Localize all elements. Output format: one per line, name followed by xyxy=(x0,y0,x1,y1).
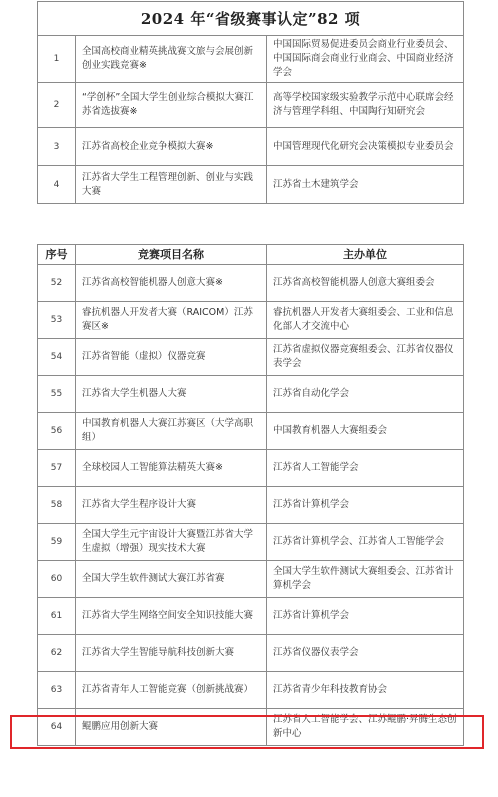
organizer: 全国大学生软件测试大赛组委会、江苏省计算机学会 xyxy=(267,561,464,598)
table-row xyxy=(38,83,464,128)
row-number: 59 xyxy=(38,524,76,561)
competition-name: 江苏省大学生机器人大赛 xyxy=(76,376,267,413)
competition-name: 江苏省大学生程序设计大赛 xyxy=(76,487,267,524)
table-row xyxy=(38,166,464,204)
table-row xyxy=(38,36,464,83)
competition-name: 全球校园人工智能算法精英大赛※ xyxy=(76,450,267,487)
row-number: 53 xyxy=(38,302,76,339)
table-row xyxy=(38,450,464,487)
competition-name: 全国大学生元宇宙设计大赛暨江苏省大学生虚拟（增强）现实技术大赛 xyxy=(76,524,267,561)
table-row xyxy=(38,128,464,166)
table-title: 2024 年“省级赛事认定”82 项 xyxy=(38,2,464,36)
header-competition-name: 竞赛项目名称 xyxy=(76,245,267,265)
row-number: 52 xyxy=(38,265,76,302)
header-number: 序号 xyxy=(38,245,76,265)
table-row xyxy=(38,598,464,635)
header-organizer: 主办单位 xyxy=(267,245,464,265)
organizer: 江苏省青少年科技教育协会 xyxy=(267,672,464,709)
table-row xyxy=(38,635,464,672)
row-number: 61 xyxy=(38,598,76,635)
competition-name: 江苏省智能（虚拟）仪器竞赛 xyxy=(76,339,267,376)
competition-name: 全国大学生软件测试大赛江苏省赛 xyxy=(76,561,267,598)
organizer: 中国教育机器人大赛组委会 xyxy=(267,413,464,450)
competition-name: 江苏省青年人工智能竞赛（创新挑战赛） xyxy=(76,672,267,709)
table-row xyxy=(38,709,464,746)
row-number: 55 xyxy=(38,376,76,413)
organizer: 江苏省人工智能学会、江苏鲲鹏·昇腾生态创新中心 xyxy=(267,709,464,746)
table-row xyxy=(38,376,464,413)
row-number: 56 xyxy=(38,413,76,450)
table-row xyxy=(38,265,464,302)
award-table-bottom xyxy=(37,244,464,746)
row-number: 54 xyxy=(38,339,76,376)
table-row xyxy=(38,413,464,450)
row-number: 3 xyxy=(38,128,76,166)
competition-name: 江苏省大学生智能导航科技创新大赛 xyxy=(76,635,267,672)
competition-name: 江苏省高校智能机器人创意大赛※ xyxy=(76,265,267,302)
table-row xyxy=(38,302,464,339)
table-row-highlighted xyxy=(38,672,464,709)
organizer: 中国国际贸易促进委员会商业行业委员会、中国国际商会商业行业商会、中国商业经济学会 xyxy=(267,36,464,83)
table-row xyxy=(38,487,464,524)
organizer: 江苏省人工智能学会 xyxy=(267,450,464,487)
competition-name: 睿抗机器人开发者大赛（RAICOM）江苏赛区※ xyxy=(76,302,267,339)
organizer: 江苏省计算机学会、江苏省人工智能学会 xyxy=(267,524,464,561)
organizer: 江苏省自动化学会 xyxy=(267,376,464,413)
row-number: 63 xyxy=(38,672,76,709)
table-header-row xyxy=(38,245,464,265)
organizer: 江苏省计算机学会 xyxy=(267,487,464,524)
organizer: 江苏省计算机学会 xyxy=(267,598,464,635)
organizer: 江苏省仪器仪表学会 xyxy=(267,635,464,672)
row-number: 1 xyxy=(38,36,76,83)
row-number: 60 xyxy=(38,561,76,598)
organizer: 江苏省土木建筑学会 xyxy=(267,166,464,204)
row-number: 2 xyxy=(38,83,76,128)
competition-name: 中国教育机器人大赛江苏赛区（大学高职组） xyxy=(76,413,267,450)
row-number: 62 xyxy=(38,635,76,672)
table-row xyxy=(38,524,464,561)
organizer: 中国管理现代化研究会决策模拟专业委员会 xyxy=(267,128,464,166)
row-number: 57 xyxy=(38,450,76,487)
table-row xyxy=(38,339,464,376)
row-number: 64 xyxy=(38,709,76,746)
award-table-top xyxy=(37,1,464,204)
organizer: 高等学校国家级实验教学示范中心联席会经济与管理学科组、中国陶行知研究会 xyxy=(267,83,464,128)
competition-name: 鲲鹏应用创新大赛 xyxy=(76,709,267,746)
competition-name: 全国高校商业精英挑战赛文旅与会展创新创业实践竞赛※ xyxy=(76,36,267,83)
organizer: 江苏省虚拟仪器竞赛组委会、江苏省仪器仪表学会 xyxy=(267,339,464,376)
competition-name: 江苏省大学生工程管理创新、创业与实践大赛 xyxy=(76,166,267,204)
organizer: 睿抗机器人开发者大赛组委会、工业和信息化部人才交流中心 xyxy=(267,302,464,339)
organizer: 江苏省高校智能机器人创意大赛组委会 xyxy=(267,265,464,302)
competition-name: 江苏省高校企业竞争模拟大赛※ xyxy=(76,128,267,166)
competition-name: “学创杯”全国大学生创业综合模拟大赛江苏省选拔赛※ xyxy=(76,83,267,128)
row-number: 58 xyxy=(38,487,76,524)
competition-name: 江苏省大学生网络空间安全知识技能大赛 xyxy=(76,598,267,635)
row-number: 4 xyxy=(38,166,76,204)
table-row xyxy=(38,561,464,598)
